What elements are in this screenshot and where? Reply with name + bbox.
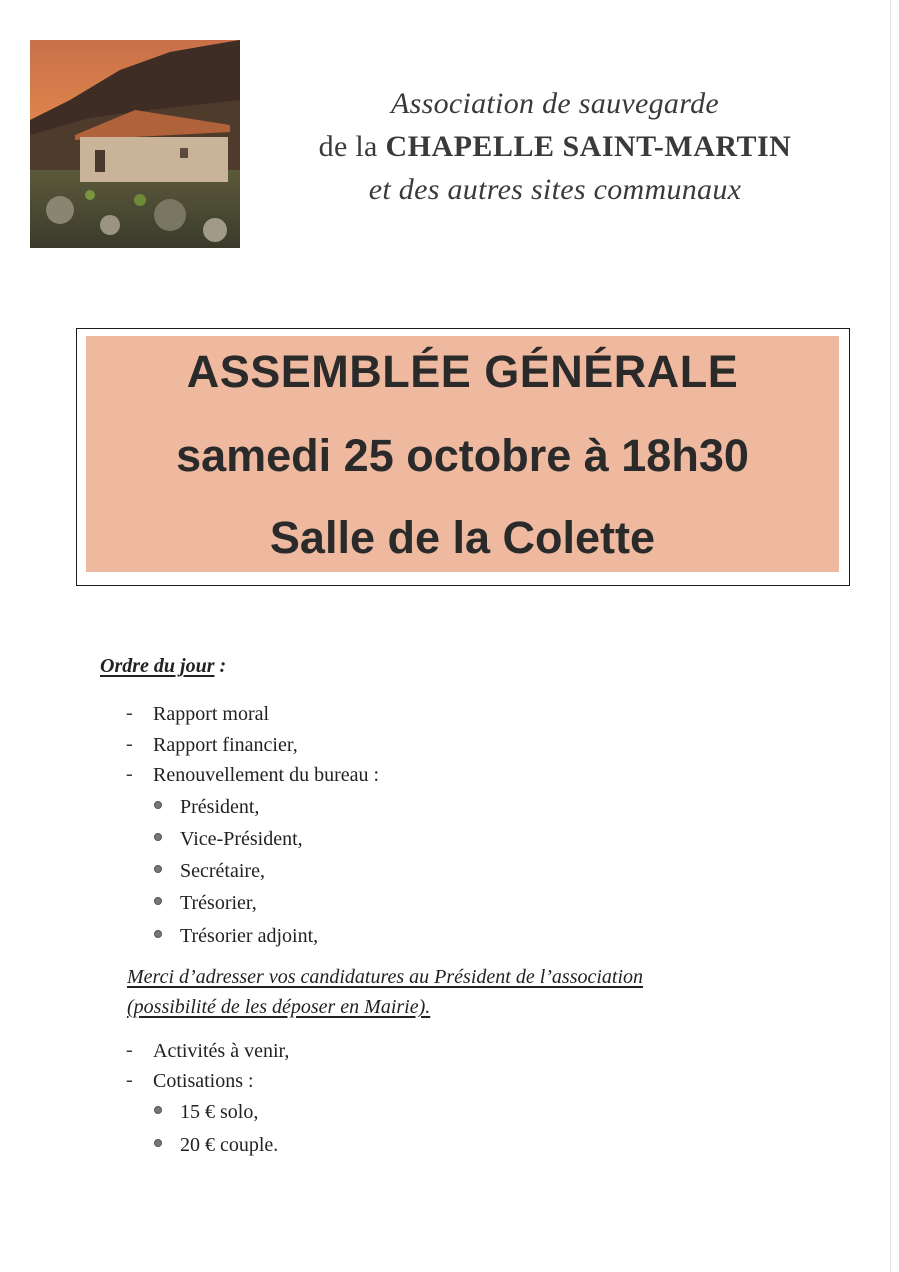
bullet-icon	[154, 930, 162, 938]
agenda-item-rapport-moral: Rapport moral	[153, 703, 270, 725]
chapel-name: CHAPELLE SAINT-MARTIN	[385, 130, 792, 163]
agenda-item-rapport-financier: Rapport financier,	[153, 734, 298, 756]
event-banner-fill	[86, 336, 839, 572]
list-dash: -	[126, 702, 133, 724]
bullet-icon	[154, 1139, 162, 1147]
candidature-note-line-2: (possibilité de les déposer en Mairie).	[127, 996, 431, 1018]
scan-edge	[890, 0, 891, 1272]
candidature-note-line-1: Merci d’adresser vos candidatures au Président de l’association	[127, 966, 644, 988]
role-item: Secrétaire,	[180, 860, 265, 882]
association-line-1: Association de sauvegarde	[391, 87, 719, 120]
event-banner	[76, 328, 850, 586]
agenda-item-activites: Activités à venir,	[153, 1040, 290, 1062]
cotisation-item: 15 € solo,	[180, 1101, 259, 1123]
agenda-item-cotisations: Cotisations :	[153, 1070, 254, 1092]
bullet-icon	[154, 865, 162, 873]
list-dash: -	[126, 733, 133, 755]
event-date: samedi 25 octobre à 18h30	[176, 430, 749, 481]
association-line-3: et des autres sites communaux	[368, 173, 742, 206]
role-item: Vice-Président,	[180, 828, 303, 850]
agenda-heading	[100, 655, 226, 678]
agenda-item-renouvellement: Renouvellement du bureau :	[153, 764, 380, 786]
event-title: ASSEMBLÉE GÉNÉRALE	[186, 346, 739, 397]
chapel-photo	[30, 40, 240, 248]
association-line-2	[270, 125, 840, 168]
list-dash: -	[126, 1069, 133, 1091]
cotisation-item: 20 € couple.	[180, 1134, 279, 1156]
agenda-heading-suffix: :	[214, 655, 227, 677]
role-item: Président,	[180, 796, 260, 818]
association-name	[270, 82, 840, 211]
association-line-2-prefix: de la	[318, 130, 386, 163]
bullet-icon	[154, 801, 162, 809]
list-dash: -	[126, 1039, 133, 1061]
bullet-icon	[154, 1106, 162, 1114]
bullet-icon	[154, 833, 162, 841]
role-item: Trésorier adjoint,	[180, 925, 319, 947]
agenda-heading-text: Ordre du jour	[100, 655, 215, 677]
list-dash: -	[126, 763, 133, 785]
event-location: Salle de la Colette	[269, 512, 656, 563]
role-item: Trésorier,	[180, 892, 257, 914]
bullet-icon	[154, 897, 162, 905]
